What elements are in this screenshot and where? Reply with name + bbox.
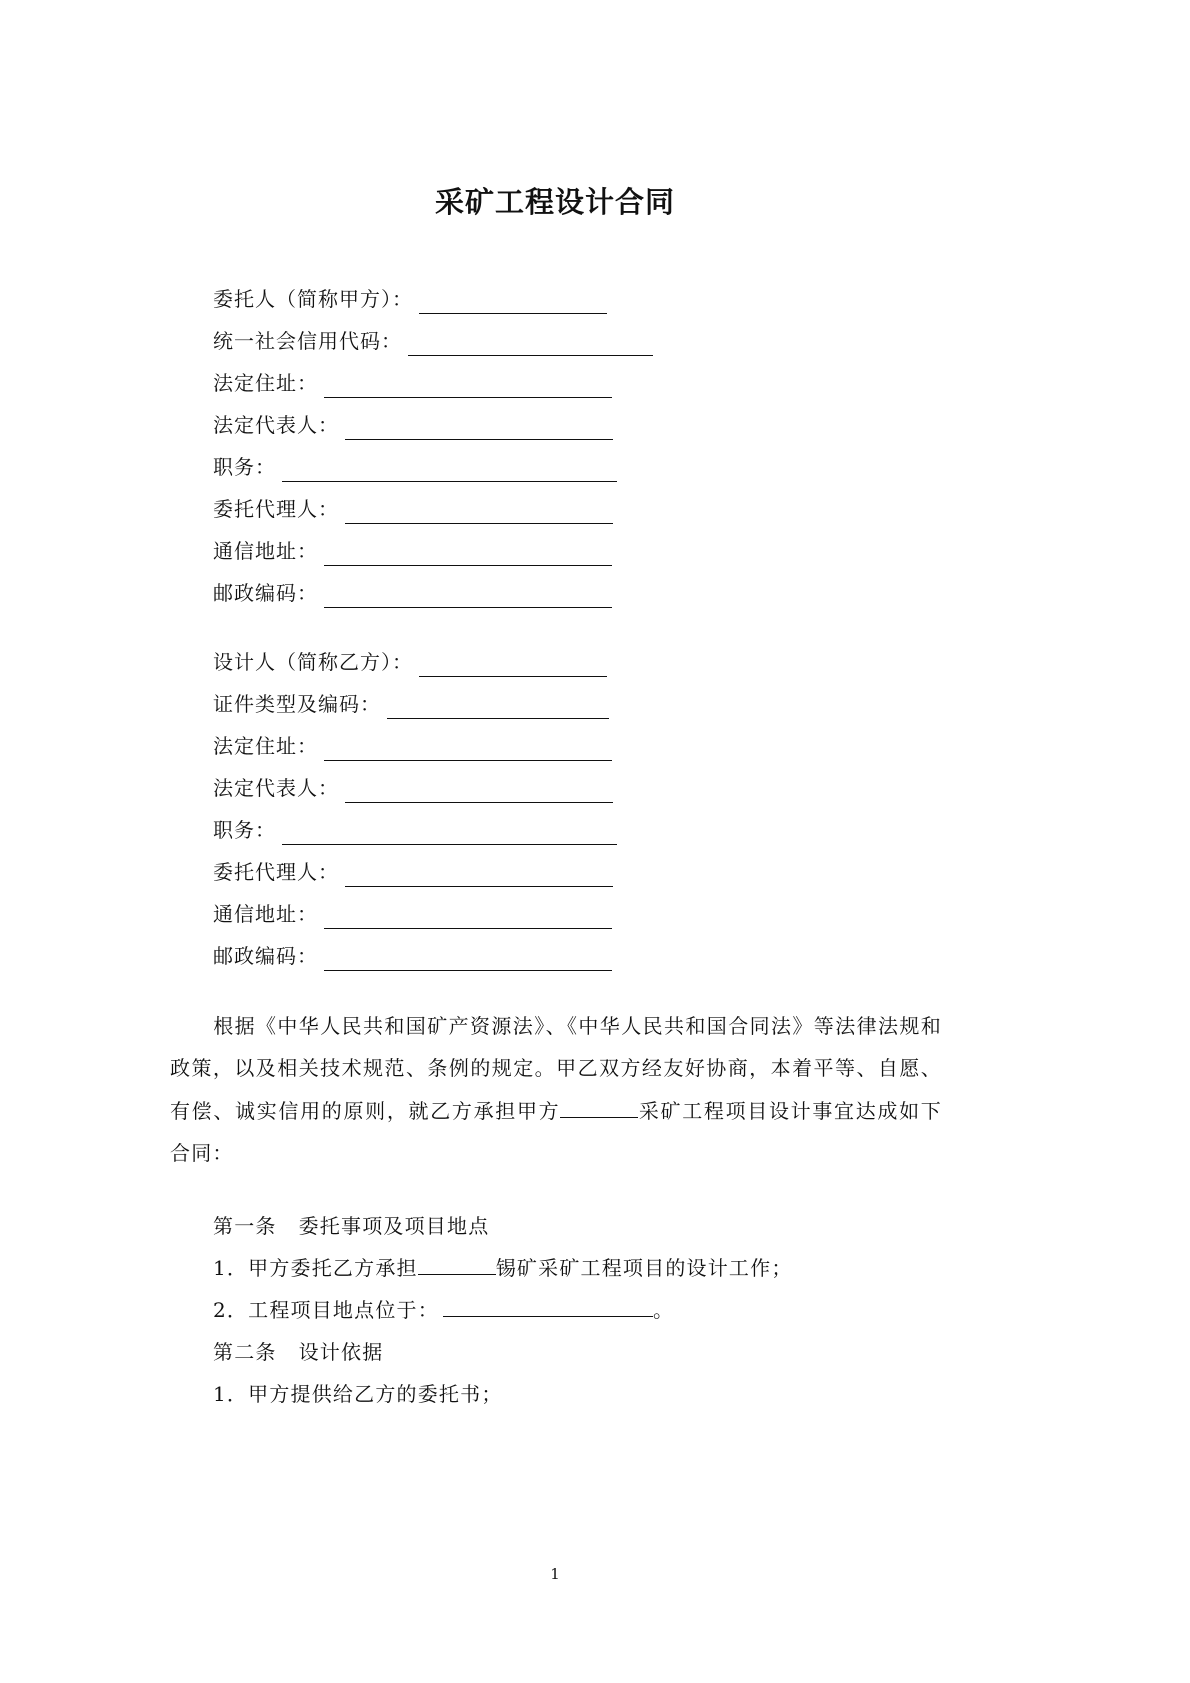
field-label: 通信地址：: [213, 539, 318, 563]
field-label: 职务：: [213, 818, 276, 842]
field-label: 法定住址：: [213, 371, 318, 395]
field-label: 职务：: [213, 455, 276, 479]
fill-in-blank[interactable]: [324, 585, 612, 608]
fill-in-blank[interactable]: [560, 1097, 638, 1118]
fill-in-blank[interactable]: [408, 333, 653, 356]
article-2-heading: [213, 1337, 383, 1367]
fill-in-blank[interactable]: [419, 291, 607, 314]
party-a-client-field: [213, 284, 607, 314]
party-a-position-field: [213, 452, 617, 482]
party-b-position-field: [213, 815, 617, 845]
preamble-text-1: 根据《中华人民共和国矿产资源法》、《中华人民共和国合同法》等法律法规和政策，以及相关技术规范、条例的规定。甲乙双方经友好协商，本着平等、自愿、有偿、诚实信用的原则，就乙方承担甲方: [170, 1014, 942, 1123]
field-label: 委托代理人：: [213, 860, 339, 884]
article-number: 第一条: [213, 1214, 277, 1238]
fill-in-blank[interactable]: [324, 948, 612, 971]
fill-in-blank[interactable]: [324, 375, 612, 398]
party-b-designer-field: [213, 647, 607, 677]
fill-in-blank[interactable]: [345, 864, 613, 887]
item-text: 1．甲方委托乙方承担: [213, 1256, 418, 1280]
party-a-postcode-field: [213, 578, 612, 608]
party-a-address-field: [213, 368, 612, 398]
fill-in-blank[interactable]: [387, 696, 609, 719]
article-1-item-2: [213, 1295, 674, 1325]
article-number: 第二条: [213, 1340, 277, 1364]
item-text: 2．工程项目地点位于：: [213, 1298, 439, 1322]
party-a-mail-address-field: [213, 536, 612, 566]
fill-in-blank[interactable]: [345, 780, 613, 803]
article-title: 设计依据: [298, 1340, 384, 1364]
field-label: 法定代表人：: [213, 776, 339, 800]
fill-in-blank[interactable]: [324, 906, 612, 929]
party-b-address-field: [213, 731, 612, 761]
fill-in-blank[interactable]: [443, 1296, 653, 1317]
page-number: 1: [550, 1565, 560, 1583]
item-text: 锡矿采矿工程项目的设计工作；: [495, 1256, 793, 1280]
article-1-heading: [213, 1211, 489, 1241]
preamble-text-2: 采矿工程项目设计事宜达成如下合同：: [170, 1098, 942, 1165]
field-label: 统一社会信用代码：: [213, 329, 402, 353]
party-a-credit-code-field: [213, 326, 653, 356]
article-2-item-1: [213, 1379, 503, 1409]
field-label: 委托代理人：: [213, 497, 339, 521]
fill-in-blank[interactable]: [282, 459, 617, 482]
fill-in-blank[interactable]: [418, 1254, 496, 1275]
document-title: 采矿工程设计合同: [434, 185, 675, 219]
party-b-postcode-field: [213, 941, 612, 971]
article-title: 委托事项及项目地点: [298, 1214, 490, 1238]
party-a-legal-rep-field: [213, 410, 613, 440]
fill-in-blank[interactable]: [282, 822, 617, 845]
fill-in-blank[interactable]: [345, 501, 613, 524]
item-text: 1．甲方提供给乙方的委托书；: [213, 1382, 503, 1406]
party-b-mail-address-field: [213, 899, 612, 929]
field-label: 设计人（简称乙方）：: [213, 650, 413, 674]
field-label: 法定住址：: [213, 734, 318, 758]
field-label: 邮政编码：: [213, 944, 318, 968]
party-a-agent-field: [213, 494, 613, 524]
fill-in-blank[interactable]: [419, 654, 607, 677]
party-b-agent-field: [213, 857, 613, 887]
field-label: 通信地址：: [213, 902, 318, 926]
preamble-paragraph: [170, 1005, 942, 1174]
article-1-item-1: [213, 1253, 793, 1283]
fill-in-blank[interactable]: [324, 738, 612, 761]
fill-in-blank[interactable]: [345, 417, 613, 440]
field-label: 邮政编码：: [213, 581, 318, 605]
item-text: 。: [652, 1298, 675, 1322]
party-b-id-type-field: [213, 689, 609, 719]
field-label: 委托人（简称甲方）：: [213, 287, 413, 311]
fill-in-blank[interactable]: [324, 543, 612, 566]
field-label: 法定代表人：: [213, 413, 339, 437]
party-b-legal-rep-field: [213, 773, 613, 803]
field-label: 证件类型及编码：: [213, 692, 381, 716]
